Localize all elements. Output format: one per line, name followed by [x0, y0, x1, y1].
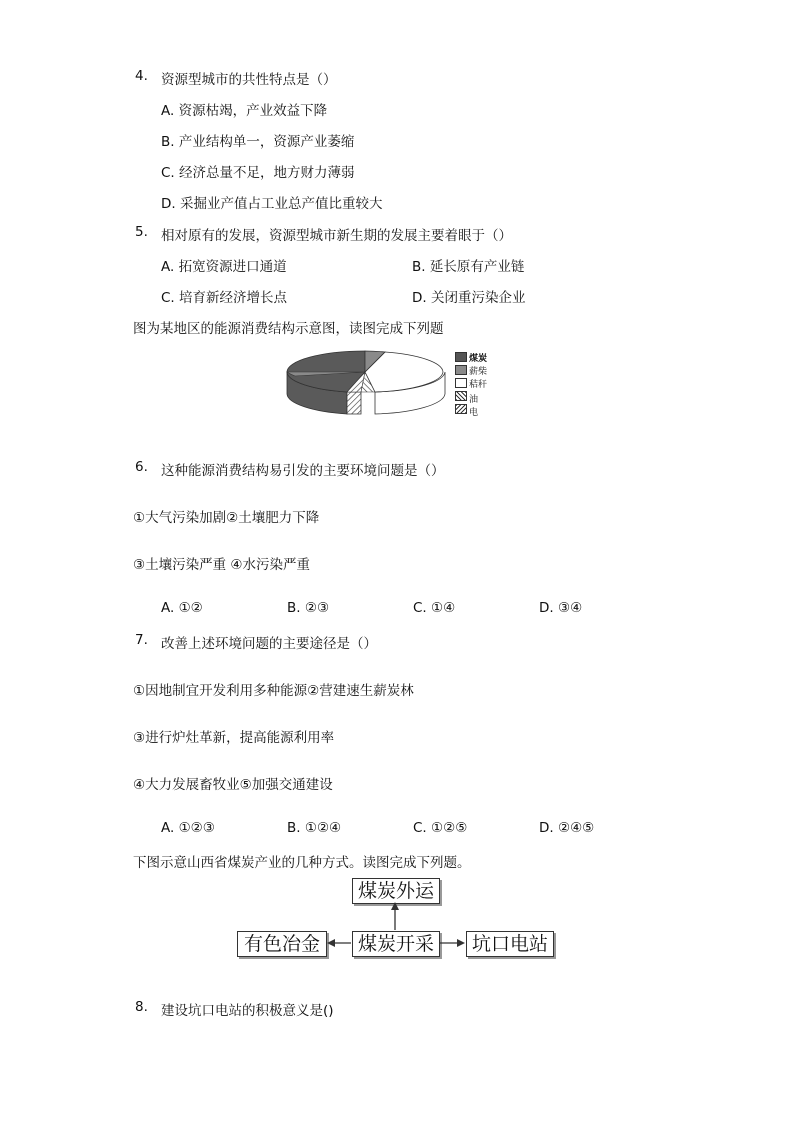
arrow-left-icon [327, 939, 335, 947]
q7-statement-3: ④大力发展畜牧业⑤加强交通建设 [133, 777, 333, 793]
q7-option-b: B. ①②④ [287, 820, 342, 836]
legend-swatch-coal [455, 352, 467, 362]
q7-statement-2: ③进行炉灶革新，提高能源利用率 [133, 730, 335, 746]
q6-option-c: C. ①④ [413, 600, 456, 616]
q6-option-b: B. ②③ [287, 600, 330, 616]
q8-stem: 建设坑口电站的积极意义是() [161, 1003, 334, 1019]
q4-option-c: C. 经济总量不足，地方财力薄弱 [161, 165, 355, 181]
intro-energy-figure: 图为某地区的能源消费结构示意图，读图完成下列题 [133, 321, 444, 337]
q5-option-c: C. 培育新经济增长点 [161, 290, 288, 306]
q6-statement-1: ①大气污染加剧②土壤肥力下降 [133, 510, 320, 526]
flow-box-power-station: 坑口电站 [466, 931, 554, 957]
q6-statement-2: ③土壤污染严重 ④水污染严重 [133, 557, 310, 573]
q4-option-d: D. 采掘业产值占工业总产值比重较大 [161, 196, 383, 212]
q8-number: 8. [135, 999, 148, 1015]
flow-box-metallurgy: 有色冶金 [237, 931, 327, 957]
q6-option-a: A. ①② [161, 600, 203, 616]
intro-coal-figure: 下图示意山西省煤炭产业的几种方式。读图完成下列题。 [133, 855, 471, 871]
legend-firewood: 薪柴 [469, 367, 488, 377]
legend-swatch-oil [455, 391, 467, 401]
legend-straw: 秸秆 [469, 380, 488, 390]
q5-stem: 相对原有的发展，资源型城市新生期的发展主要着眼于（） [161, 228, 512, 244]
q5-option-a: A. 拓宽资源进口通道 [161, 259, 287, 275]
q5-option-d: D. 关闭重污染企业 [412, 290, 526, 306]
q6-stem: 这种能源消费结构易引发的主要环境问题是（） [161, 463, 445, 479]
q7-stem: 改善上述环境问题的主要途径是（） [161, 636, 377, 652]
q6-number: 6. [135, 459, 148, 475]
q5-option-b: B. 延长原有产业链 [412, 259, 525, 275]
legend-oil: 油 [469, 395, 479, 405]
legend-swatch-firewood [455, 365, 467, 375]
q4-stem: 资源型城市的共性特点是（） [161, 72, 337, 88]
q4-number: 4. [135, 68, 148, 84]
q7-number: 7. [135, 632, 148, 648]
arrow-up-icon [391, 902, 399, 910]
legend-swatch-straw [455, 378, 467, 388]
q7-option-d: D. ②④⑤ [539, 820, 595, 836]
q6-option-d: D. ③④ [539, 600, 583, 616]
q5-number: 5. [135, 224, 148, 240]
legend-swatch-electricity [455, 404, 467, 414]
q7-option-c: C. ①②⑤ [413, 820, 468, 836]
q4-option-a: A. 资源枯竭，产业效益下降 [161, 103, 328, 119]
q7-statement-1: ①因地制宜开发利用多种能源②营建速生薪炭林 [133, 683, 414, 699]
arrow-right-icon [457, 939, 465, 947]
flow-box-mining: 煤炭开采 [352, 931, 440, 957]
q7-option-a: A. ①②③ [161, 820, 215, 836]
legend-coal: 煤炭 [469, 354, 488, 364]
q4-option-b: B. 产业结构单一，资源产业萎缩 [161, 134, 355, 150]
flow-box-export: 煤炭外运 [352, 878, 440, 904]
flow-arrows [320, 898, 480, 948]
legend-electricity: 电 [469, 408, 479, 418]
